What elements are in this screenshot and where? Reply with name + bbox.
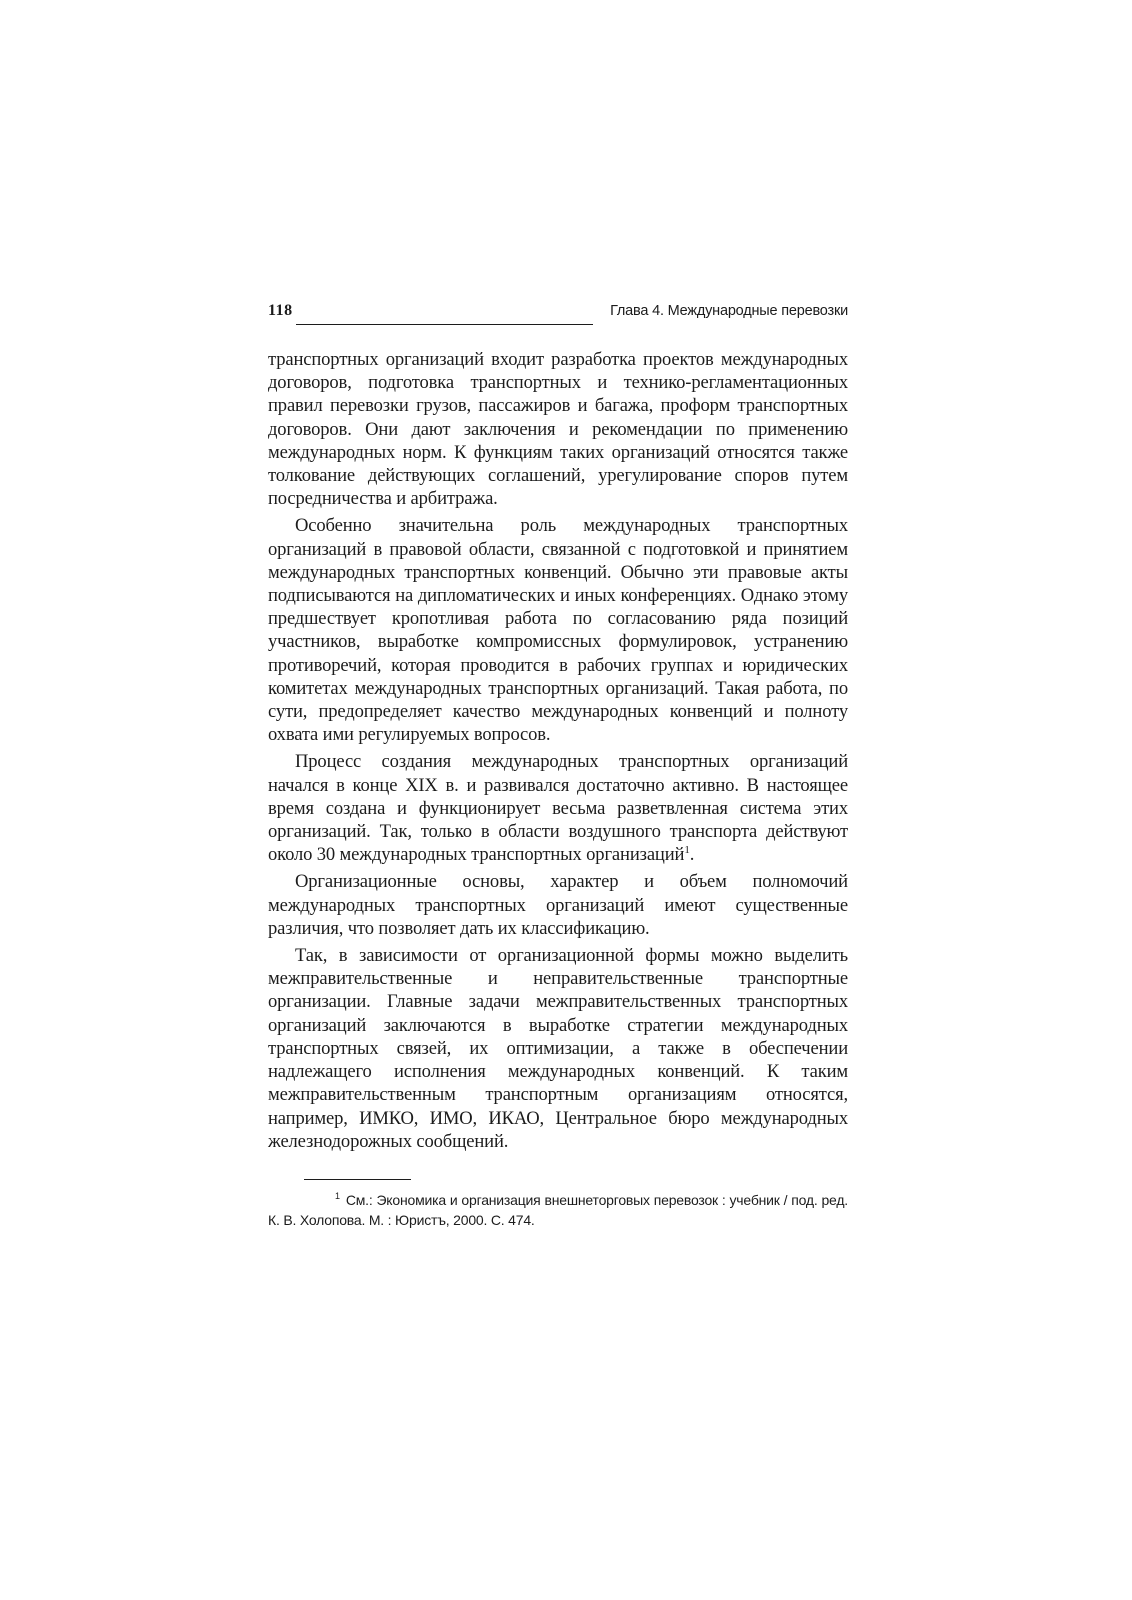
footnote bbox=[268, 1190, 848, 1230]
chapter-title: Глава 4. Международные перевозки bbox=[610, 303, 848, 319]
footnote-text: См.: Экономика и организация внешнеторговых перевозок : учебник / под. ред. К. В. Холопова. М. : Юристъ, 2000. С. 474. bbox=[268, 1191, 848, 1228]
footnote-reference[interactable]: 1 bbox=[684, 844, 690, 857]
paragraph-text: Процесс создания международных транспортных организаций начался в конце XIX в. и развивался достаточно активно. В настоящее время создана и функционирует весьма разветвленная система этих организаций. Так, только в области воздушного транспорта действуют около 30 международных транспортных организаций bbox=[268, 751, 848, 866]
footnote-divider bbox=[304, 1179, 411, 1180]
body-text bbox=[268, 348, 848, 1153]
page-number: 118 bbox=[268, 302, 293, 319]
paragraph: Организационные основы, характер и объем полномочий международных транспортных организаций имеют существенные различия, что позволяет дать их классификацию. bbox=[268, 871, 848, 939]
paragraph: транспортных организаций входит разработка проектов международных договоров, подготовка транспортных и технико-регламентационных правил перевозки грузов, пассажиров и багажа, проформ транспортных договоров. Они дают заключения и рекомендации по применению международных норм. К функциям таких организаций относятся также толкование действующих соглашений, урегулирование споров путем посредничества и арбитража. bbox=[268, 349, 848, 510]
paragraph-end-punctuation: . bbox=[689, 844, 695, 866]
book-page bbox=[268, 298, 848, 1230]
running-head bbox=[268, 298, 848, 328]
header-rule bbox=[296, 324, 593, 325]
paragraph: Так, в зависимости от организационной формы можно выделить межправительственные и неправительственные транспортные организации. Главные задачи межправительственных транспортных организаций заключаются в выработке стратегии международных транспортных связей, их оптимизации, а также в обеспечении надлежащего исполнения международных конвенций. К таким межправительственным транспортным организациям относятся, например, ИМКО, ИМО, ИКАО, Центральное бюро международных железнодорожных сообщений. bbox=[268, 945, 848, 1152]
paragraph: Особенно значительна роль международных транспортных организаций в правовой области, связанной с подготовкой и принятием международных транспортных конвенций. Обычно эти правовые акты подписываются на дипломатических и иных конференциях. Однако этому предшествует кропотливая работа по согласованию ряда позиций участников, выработке компромиссных формулировок, устранению противоречий, которая проводится в рабочих группах и юридических комитетах международных транспортных организаций. Такая работа, по сути, предопределяет качество международных конвенций и полноту охвата ими регулируемых вопросов. bbox=[268, 515, 848, 746]
paragraph bbox=[268, 750, 848, 866]
footnote-marker: 1 bbox=[335, 1191, 340, 1202]
